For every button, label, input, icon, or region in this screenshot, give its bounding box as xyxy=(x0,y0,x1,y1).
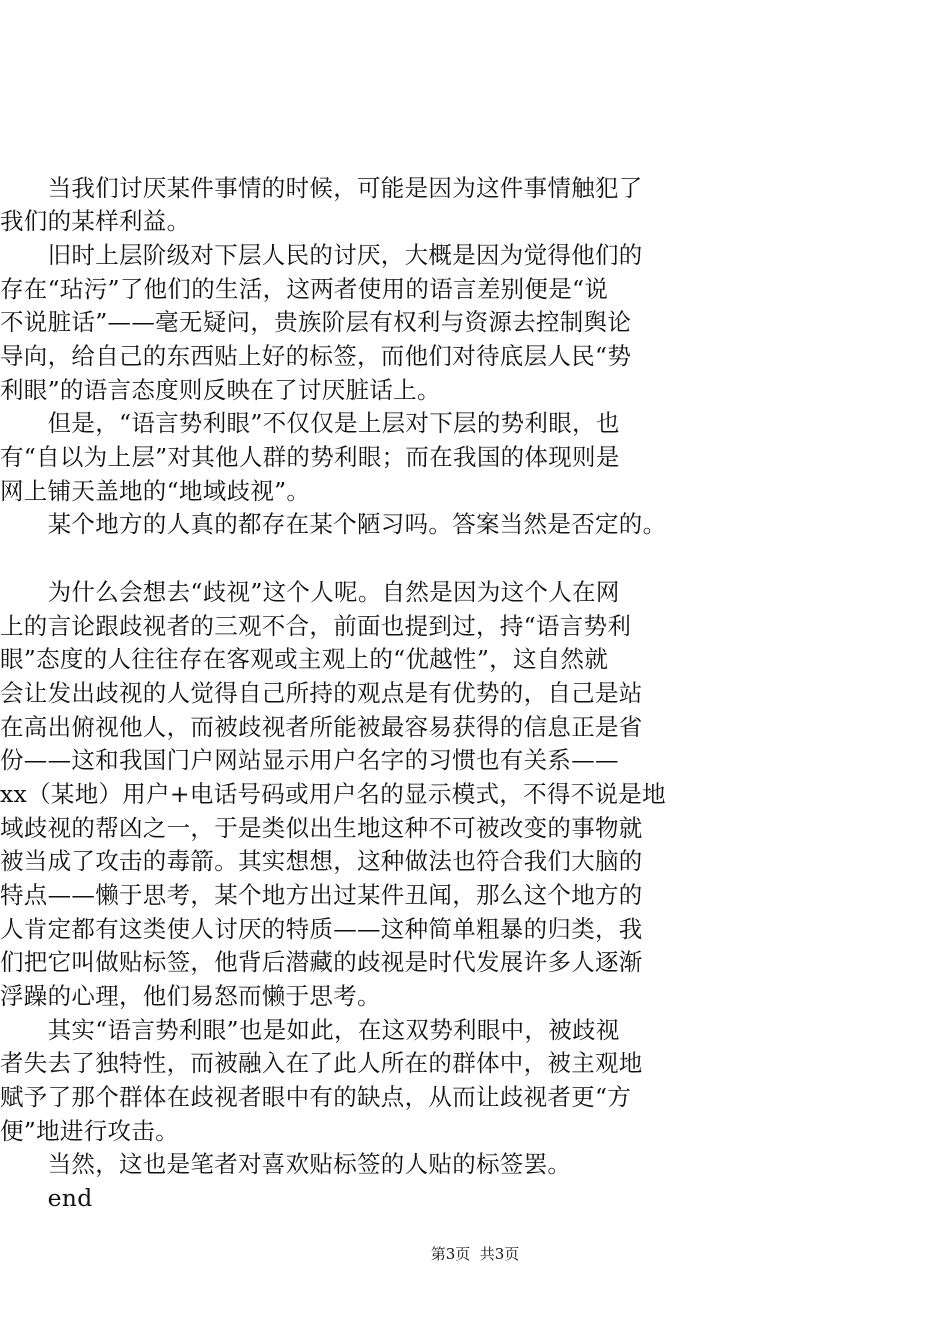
text-line: 有“自以为上层”对其他人群的势利眼；而在我国的体现则是 xyxy=(0,443,620,471)
text-line: xx（某地）用户+电话号码或用户名的显示模式，不得不说是地 xyxy=(0,780,666,808)
text-line: 在高出俯视他人，而被歧视者所能被最容易获得的信息正是省 xyxy=(0,713,643,741)
text-line: 当然，这也是笔者对喜欢贴标签的人贴的标签罢。 xyxy=(0,1150,572,1178)
text-line: 者失去了独特性，而被融入在了此人所在的群体中，被主观地 xyxy=(0,1049,643,1077)
text-line: 份——这和我国门户网站显示用户名字的习惯也有关系—— xyxy=(0,746,619,774)
text-line: 导向，给自己的东西贴上好的标签，而他们对待底层人民“势 xyxy=(0,342,632,370)
text-line: end xyxy=(0,1184,93,1212)
text-line: 为什么会想去“歧视”这个人呢。自然是因为这个人在网 xyxy=(0,578,620,606)
text-line: 当我们讨厌某件事情的时候，可能是因为这件事情触犯了 xyxy=(0,174,643,202)
text-line: 们把它叫做贴标签，他背后潜藏的歧视是时代发展许多人逐渐 xyxy=(0,948,643,976)
text-line: 上的言论跟歧视者的三观不合，前面也提到过，持“语言势利 xyxy=(0,612,632,640)
text-line: 特点——懒于思考，某个地方出过某件丑闻，那么这个地方的 xyxy=(0,881,643,909)
text-line: 眼”态度的人往往存在客观或主观上的“优越性”，这自然就 xyxy=(0,645,609,673)
text-line: 某个地方的人真的都存在某个陋习吗。答案当然是否定的。 xyxy=(0,510,667,538)
text-line: 便”地进行攻击。 xyxy=(0,1117,179,1145)
page-footer: 第3页 共3页 xyxy=(430,1245,520,1263)
text-line: 会让发出歧视的人觉得自己所持的观点是有优势的，自己是站 xyxy=(0,679,643,707)
text-line: 旧时上层阶级对下层人民的讨厌，大概是因为觉得他们的 xyxy=(0,241,643,269)
text-line: 人肯定都有这类使人讨厌的特质——这种简单粗暴的归类，我 xyxy=(0,915,643,943)
text-line: 赋予了那个群体在歧视者眼中有的缺点，从而让歧视者更“方 xyxy=(0,1083,632,1111)
text-line: 其实“语言势利眼”也是如此，在这双势利眼中，被歧视 xyxy=(0,1016,620,1044)
text-line: 我们的某样利益。 xyxy=(0,207,191,235)
text-line: 存在“玷污”了他们的生活，这两者使用的语言差别便是“说 xyxy=(0,275,609,303)
text-line: 被当成了攻击的毒箭。其实想想，这种做法也符合我们大脑的 xyxy=(0,847,643,875)
text-line: 浮躁的心理，他们易怒而懒于思考。 xyxy=(0,982,381,1010)
text-line: 但是，“语言势利眼”不仅仅是上层对下层的势利眼，也 xyxy=(0,409,620,437)
text-line: 利眼”的语言态度则反映在了讨厌脏话上。 xyxy=(0,376,441,404)
text-line: 不说脏话”——毫无疑问，贵族阶层有权利与资源去控制舆论 xyxy=(0,308,632,336)
text-line: 网上铺天盖地的“地域歧视”。 xyxy=(0,477,311,505)
text-line: 域歧视的帮凶之一，于是类似出生地这种不可被改变的事物就 xyxy=(0,814,643,842)
